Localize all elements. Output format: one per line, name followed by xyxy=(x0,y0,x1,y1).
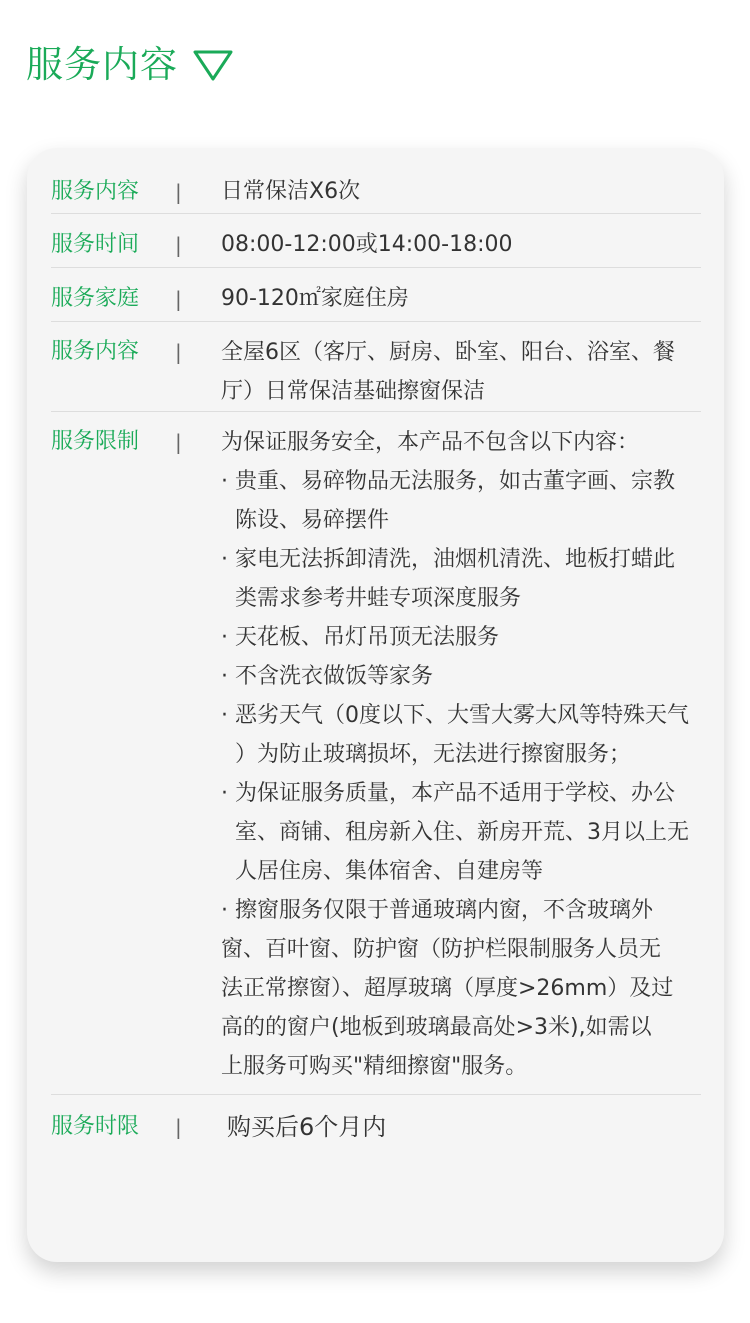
service-info-card xyxy=(27,148,724,1262)
bullet: · xyxy=(221,547,228,572)
limit-item-line: 类需求参考井蛙专项深度服务 xyxy=(235,586,522,611)
row-separator: | xyxy=(175,233,182,257)
limit-item-line xyxy=(221,696,731,735)
row-value-lines xyxy=(221,333,731,411)
limit-item-line: 室、商铺、租房新入住、新房开荒、3月以上无 xyxy=(235,820,689,845)
row-label: 服务时间 xyxy=(51,232,140,257)
limit-item-line xyxy=(221,657,731,696)
limit-item-text: 恶劣天气（0度以下、大雪大雾大风等特殊天气 xyxy=(235,703,689,728)
triangle-down-icon xyxy=(192,48,234,82)
limit-item-text: 擦窗服务仅限于普通玻璃内窗，不含玻璃外 xyxy=(235,898,654,923)
limit-item-line xyxy=(221,891,731,930)
row-value: 08:00-12:00或14:00-18:00 xyxy=(221,232,513,257)
bullet: · xyxy=(221,703,228,728)
row-service-limit xyxy=(51,426,701,1095)
text-line: 全屋6区（客厅、厨房、卧室、阳台、浴室、餐 xyxy=(221,340,675,365)
limit-item-line: 陈设、易碎摆件 xyxy=(235,508,390,533)
row-value: 90-120㎡家庭住房 xyxy=(221,286,409,311)
row-service-time xyxy=(51,229,701,268)
bullet: · xyxy=(221,664,228,689)
limit-list xyxy=(221,423,731,1086)
row-service-content-detail xyxy=(51,336,701,412)
row-value: 购买后6个月内 xyxy=(227,1113,387,1141)
text-line: 厅）日常保洁基础擦窗保洁 xyxy=(221,379,486,404)
limit-intro: 为保证服务安全，本产品不包含以下内容： xyxy=(221,430,640,455)
limit-item-text: 贵重、易碎物品无法服务，如古董字画、宗教 xyxy=(235,469,676,494)
row-separator: | xyxy=(175,340,182,364)
limit-item-line: 人居住房、集体宿舍、自建房等 xyxy=(235,859,544,884)
limit-item-line: 上服务可购买"精细擦窗"服务。 xyxy=(221,1054,528,1079)
row-separator: | xyxy=(175,1115,182,1139)
limit-item-line xyxy=(221,618,731,657)
section-header xyxy=(26,43,234,86)
limit-item-line: 法正常擦窗）、超厚玻璃（厚度>26mm）及过 xyxy=(221,976,674,1001)
limit-item-line: 窗、百叶窗、防护窗（防护栏限制服务人员无 xyxy=(221,937,662,962)
row-label: 服务家庭 xyxy=(51,286,140,311)
row-label: 服务限制 xyxy=(51,429,140,454)
row-service-content xyxy=(51,176,701,214)
bullet: · xyxy=(221,469,228,494)
row-separator: | xyxy=(175,430,182,454)
limit-item-text: 天花板、吊灯吊顶无法服务 xyxy=(235,625,500,650)
row-label: 服务内容 xyxy=(51,179,140,204)
row-value: 日常保洁X6次 xyxy=(221,179,361,204)
limit-item-text: 不含洗衣做饭等家务 xyxy=(235,664,434,689)
bullet: · xyxy=(221,781,228,806)
row-label: 服务时限 xyxy=(51,1114,140,1139)
bullet: · xyxy=(221,898,228,923)
section-title: 服务内容 xyxy=(26,43,178,86)
bullet: · xyxy=(221,625,228,650)
limit-item-line: 高的的窗户(地板到玻璃最高处>3米),如需以 xyxy=(221,1015,652,1040)
limit-item-line xyxy=(221,774,731,813)
row-service-family xyxy=(51,283,701,322)
row-label: 服务内容 xyxy=(51,339,140,364)
limit-item-line xyxy=(221,462,731,501)
limit-item-text: 为保证服务质量，本产品不适用于学校、办公 xyxy=(235,781,676,806)
row-service-period xyxy=(51,1111,701,1151)
limit-item-line xyxy=(221,540,731,579)
row-separator: | xyxy=(175,287,182,311)
limit-item-text: 家电无法拆卸清洗，油烟机清洗、地板打蜡此 xyxy=(235,547,676,572)
limit-item-line: ）为防止玻璃损坏，无法进行擦窗服务； xyxy=(235,742,632,767)
row-separator: | xyxy=(175,180,182,204)
